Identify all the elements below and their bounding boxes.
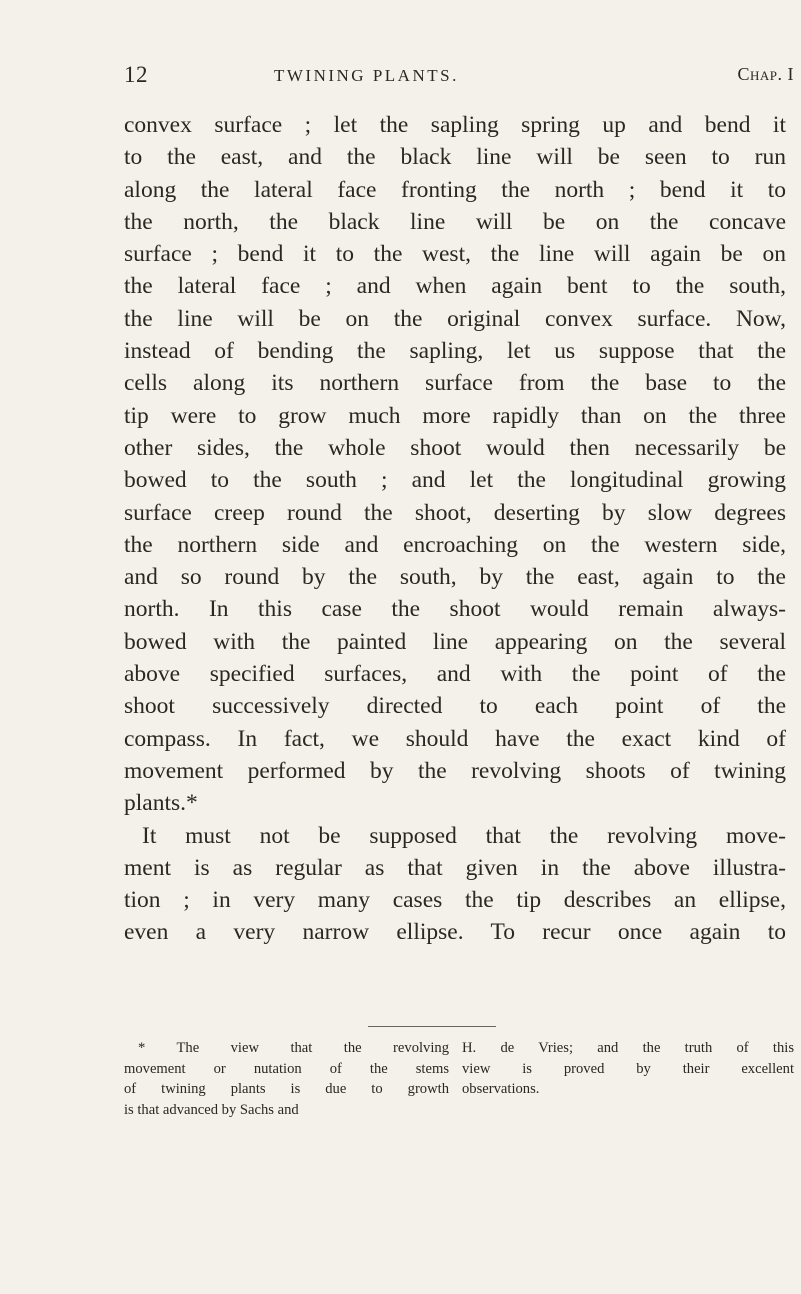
text-line: ment is as regular as that given in the above illustra- <box>124 854 786 881</box>
text-line: It must not be supposed that the revolving move- <box>142 822 786 849</box>
text-line: plants.* <box>124 790 198 817</box>
footnote-right-column <box>462 1038 794 1100</box>
footnote-left-column <box>124 1038 449 1120</box>
text-line: the line will be on the original convex surface. Now, <box>124 305 786 332</box>
text-line: shoot successively directed to each point of the <box>124 693 786 720</box>
footnote-rule <box>368 1026 496 1027</box>
text-line: tip were to grow much more rapidly than on the three <box>124 402 786 429</box>
text-line: above specified surfaces, and with the point of the <box>124 661 786 688</box>
footnote-line: of twining plants is due to growth <box>124 1081 449 1097</box>
text-line: surface ; bend it to the west, the line will again be on <box>124 241 786 268</box>
text-line: even a very narrow ellipse. To recur once again to <box>124 919 786 946</box>
body-text <box>124 109 786 949</box>
text-line: compass. In fact, we should have the exact kind of <box>124 725 786 752</box>
text-line: instead of bending the sapling, let us suppose that the <box>124 338 786 365</box>
text-line: the north, the black line will be on the concave <box>124 208 786 235</box>
chapter-label: Chap. I <box>737 64 794 84</box>
text-line: the lateral face ; and when again bent to the south, <box>124 273 786 300</box>
footnote-line: H. de Vries; and the truth of this <box>462 1040 794 1056</box>
text-line: north. In this case the shoot would remain always- <box>124 596 786 623</box>
text-line: the northern side and encroaching on the western side, <box>124 531 786 558</box>
text-line: surface creep round the shoot, deserting by slow degrees <box>124 499 786 526</box>
text-line: bowed with the painted line appearing on the several <box>124 628 786 655</box>
text-line: movement performed by the revolving shoots of twining <box>124 757 786 784</box>
text-line: along the lateral face fronting the north ; bend it to <box>124 176 786 203</box>
footnote-line: view is proved by their excellent <box>462 1060 794 1077</box>
text-line: tion ; in very many cases the tip describes an ellipse, <box>124 887 786 914</box>
text-line: cells along its northern surface from the base to the <box>124 370 786 397</box>
footnote-line: observations. <box>462 1081 540 1097</box>
page-number: 12 <box>124 62 148 87</box>
footnote-line: movement or nutation of the stems <box>124 1060 449 1077</box>
text-line: convex surface ; let the sapling spring up and bend it <box>124 112 786 138</box>
text-line: to the east, and the black line will be seen to run <box>124 144 786 171</box>
footnote-line: is that advanced by Sachs and <box>124 1101 299 1118</box>
text-line: and so round by the south, by the east, again to the <box>124 564 786 591</box>
text-line: bowed to the south ; and let the longitudinal growing <box>124 467 786 494</box>
running-title: TWINING PLANTS. <box>274 66 459 85</box>
footnote-line: * The view that the revolving <box>138 1040 449 1056</box>
text-line: other sides, the whole shoot would then necessarily be <box>124 434 786 461</box>
running-head <box>124 62 794 92</box>
